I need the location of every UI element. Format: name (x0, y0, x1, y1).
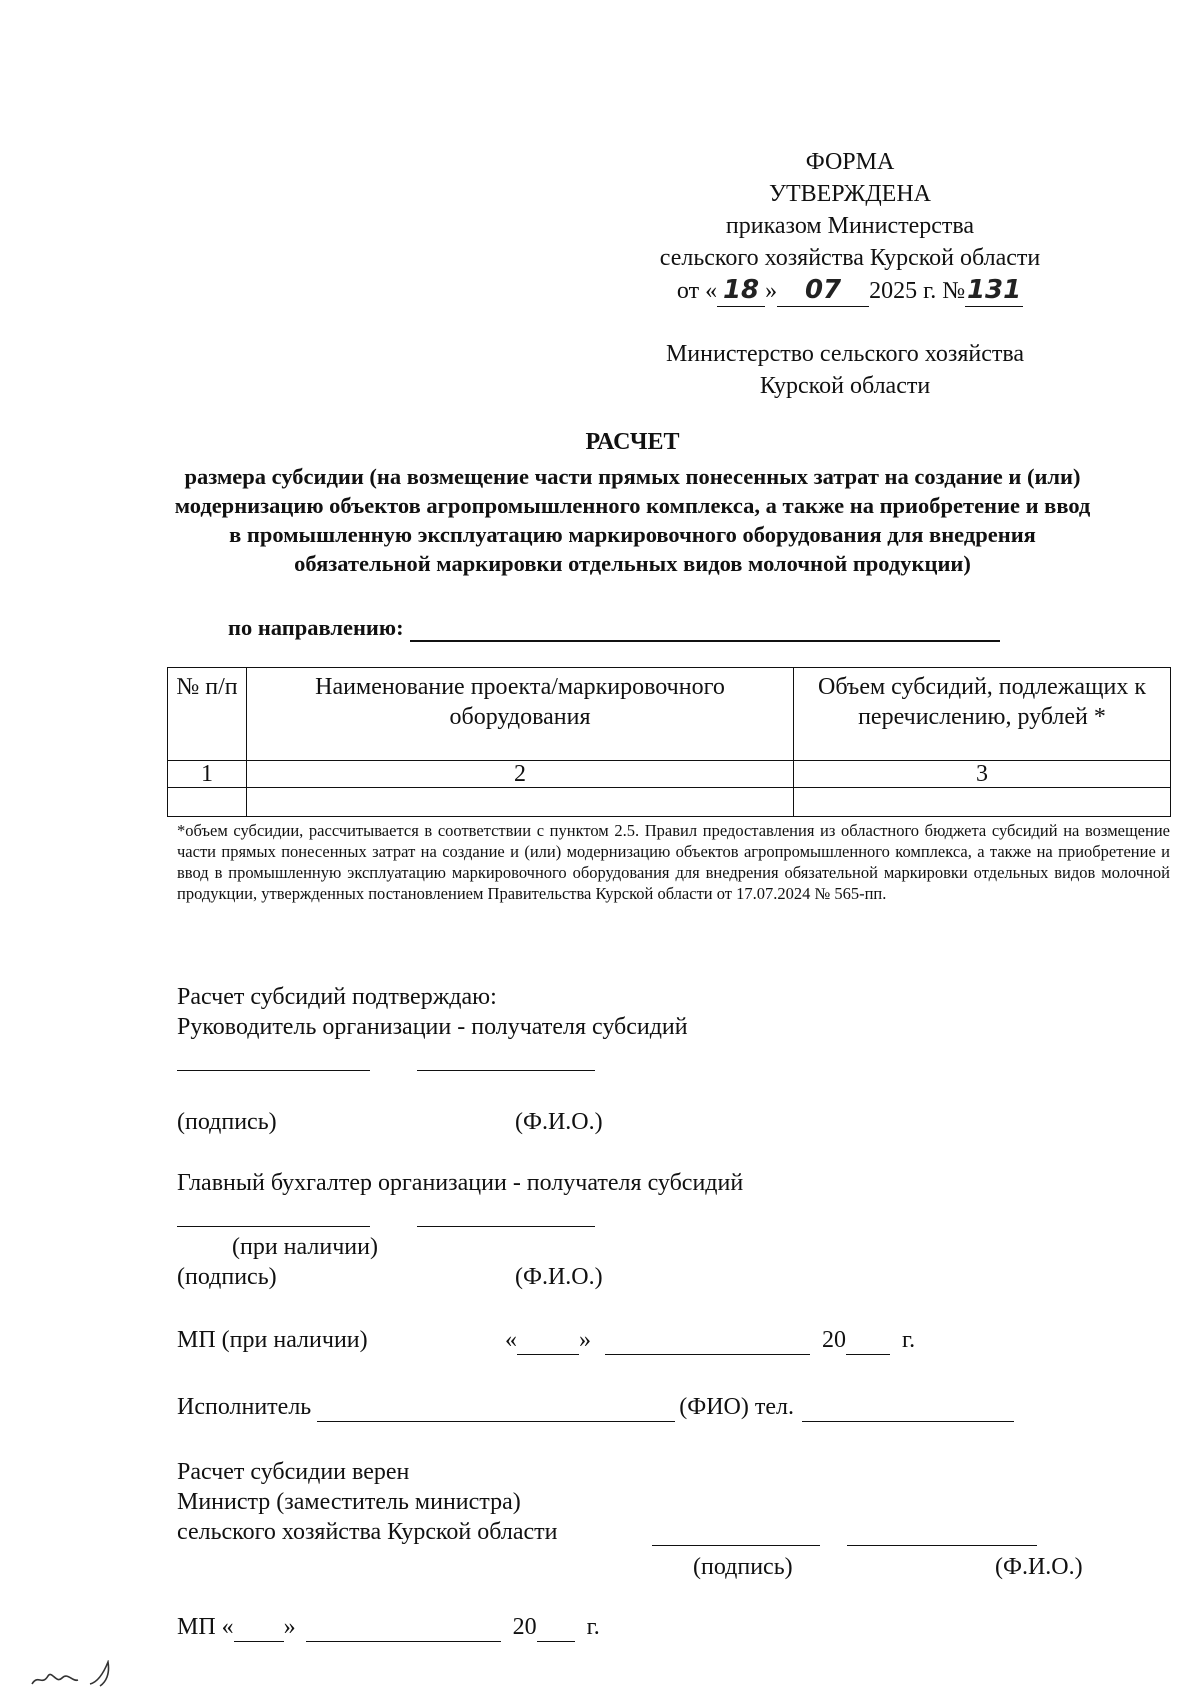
year-suffix: г. (902, 1327, 916, 1353)
col-number-2: 2 (247, 761, 794, 788)
table-cell[interactable] (794, 788, 1171, 817)
final-day-field[interactable] (234, 1617, 284, 1642)
year-prefix: 20 (822, 1327, 846, 1353)
stamp-date-row (505, 1325, 915, 1355)
executor-row (177, 1392, 1014, 1422)
direction-label: по направлению: (228, 615, 404, 640)
calculation-table (167, 667, 1171, 817)
approval-ministry-line: сельского хозяйства Курской области (659, 245, 1041, 271)
approval-order-line: приказом Министерства (725, 213, 975, 239)
approval-date-line (600, 274, 1100, 307)
handwritten-mark (28, 1660, 138, 1690)
head-fio-line[interactable] (417, 1070, 595, 1071)
quote-close: » (579, 1327, 591, 1353)
recipient-block (620, 338, 1070, 402)
minister-line-1: Расчет субсидии верен (177, 1459, 410, 1485)
approval-approved-label: УТВЕРЖДЕНА (768, 181, 932, 207)
executor-label: Исполнитель (177, 1394, 312, 1420)
accountant-fio-label: (Ф.И.О.) (515, 1264, 603, 1290)
stamp-label: МП (при наличии) (177, 1327, 368, 1353)
recipient-line-1: Министерство сельского хозяйства (665, 341, 1025, 367)
minister-line-2: Министр (заместитель министра) (177, 1489, 521, 1515)
minister-signature-line[interactable] (652, 1545, 820, 1546)
col-number-3: 3 (794, 761, 1171, 788)
final-quote-close: » (283, 1614, 296, 1640)
table-cell[interactable] (247, 788, 794, 817)
final-year-field[interactable] (537, 1617, 575, 1642)
quote-open: « (505, 1327, 517, 1353)
accountant-fio-line[interactable] (417, 1226, 595, 1227)
approval-block (600, 146, 1100, 307)
direction-field[interactable] (410, 616, 1000, 642)
stamp-month-field[interactable] (605, 1330, 810, 1355)
accountant-signature-label: (подпись) (177, 1264, 277, 1290)
executor-name-field[interactable] (317, 1397, 675, 1422)
executor-phone-field[interactable] (802, 1397, 1014, 1422)
minister-fio-line[interactable] (847, 1545, 1037, 1546)
table-number-row (168, 761, 1171, 788)
head-fio-label: (Ф.И.О.) (515, 1109, 603, 1135)
executor-fio-phone: (ФИО) тел. (679, 1394, 794, 1420)
stamp-year-field[interactable] (846, 1330, 890, 1355)
document-title: РАСЧЕТ (585, 429, 680, 455)
final-year-prefix: 20 (512, 1614, 537, 1640)
recipient-line-2: Курской области (759, 373, 931, 399)
date-day: 18 (717, 274, 765, 307)
minister-line-3: сельского хозяйства Курской области (177, 1519, 558, 1545)
header-name: Наименование проекта/маркировочного оборудования (247, 668, 794, 761)
final-stamp-label: МП « (177, 1614, 234, 1640)
final-year-suffix: г. (586, 1614, 600, 1640)
final-stamp-row (177, 1612, 600, 1642)
col-number-1: 1 (168, 761, 247, 788)
accountant-signature-line[interactable] (177, 1226, 370, 1227)
table-header-row (168, 668, 1171, 761)
document-subtitle: размера субсидии (на возмещение части прямых понесенных затрат на создание и (или) модернизацию объектов агропромышленного комплекса, а также на приобретение и ввод в промышленную эксплуатацию маркировочного оборудования для внедрения обязательной маркировки отдельных видов молочной продукции) (174, 464, 1091, 576)
minister-fio-label: (Ф.И.О.) (995, 1554, 1083, 1580)
date-month: 07 (777, 274, 869, 307)
footnote: *объем субсидии, рассчитывается в соответствии с пунктом 2.5. Правил предоставления из областного бюджета субсидий на возмещение части прямых понесенных затрат на создание и (или) модернизацию объектов агропромышленного комплекса, а также на приобретение и ввод в промышленную эксплуатацию маркировочного оборудования для внедрения обязательной маркировки отдельных видов молочной продукции, утвержденных постановлением Правительства Курской области от 17.07.2024 № 565-пп. (177, 821, 1170, 903)
final-month-field[interactable] (306, 1617, 501, 1642)
header-amount: Объем субсидий, подлежащих к перечислению, рублей * (794, 668, 1171, 761)
confirm-line-1: Расчет субсидий подтверждаю: (177, 984, 497, 1010)
table-cell[interactable] (168, 788, 247, 817)
date-mid: » (765, 278, 778, 304)
date-year: 2025 г. № (869, 278, 966, 304)
header-number: № п/п (168, 668, 247, 761)
confirm-line-2: Руководитель организации - получателя субсидий (177, 1014, 688, 1040)
accountant-title: Главный бухгалтер организации - получателя субсидий (177, 1170, 744, 1196)
approval-form-label: ФОРМА (805, 149, 895, 175)
head-signature-line[interactable] (177, 1070, 370, 1071)
head-signature-label: (подпись) (177, 1109, 277, 1135)
minister-signature-label: (подпись) (693, 1554, 793, 1580)
table-row (168, 788, 1171, 817)
order-number: 131 (966, 275, 1022, 305)
date-prefix: от « (676, 278, 718, 304)
direction-row (228, 613, 1000, 642)
accountant-note: (при наличии) (232, 1234, 378, 1260)
stamp-day-field[interactable] (517, 1330, 579, 1355)
